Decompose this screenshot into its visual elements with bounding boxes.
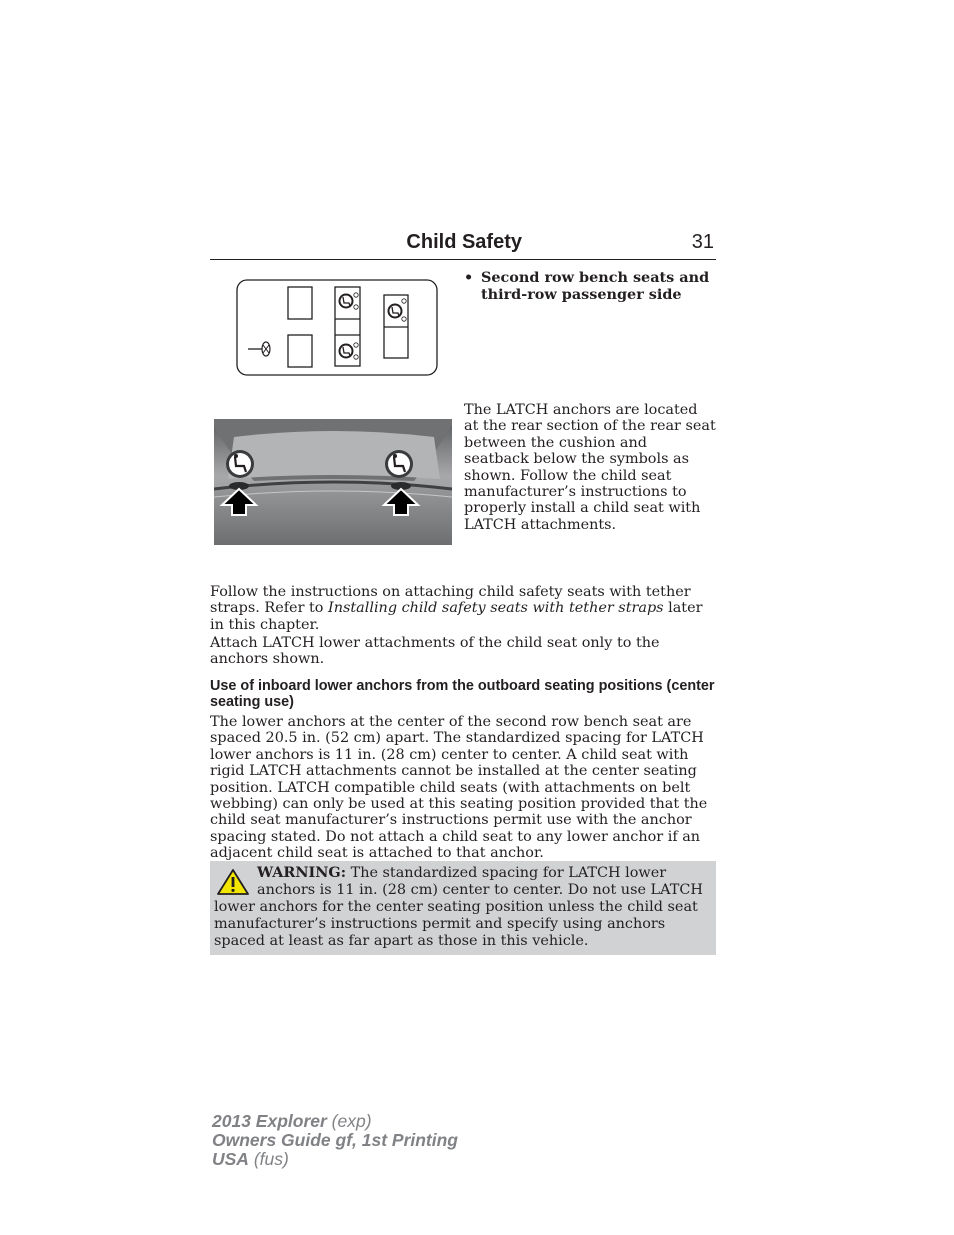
section-title: Child Safety — [406, 231, 522, 253]
footer-code: (exp) — [326, 1111, 372, 1131]
front-seat-passenger — [288, 287, 312, 319]
seating-diagram — [236, 279, 439, 377]
warning-content — [214, 864, 710, 950]
warning-box — [210, 861, 716, 955]
tether-instructions-paragraph — [210, 584, 716, 633]
latch-location-paragraph: The LATCH anchors are located at the rear section of the rear seat between the cushion and seatback below the symbols as shown. Follow the child seat manufacturer’s instructions to properly install a child seat with LATCH attachments. — [464, 402, 716, 533]
footer-code: (fus) — [248, 1149, 289, 1169]
footer-line — [212, 1112, 612, 1131]
warning-triangle-icon — [216, 868, 250, 896]
latch-attach-paragraph: Attach LATCH lower attachments of the child seat only to the anchors shown. — [210, 635, 660, 668]
latch-anchor-photo — [214, 419, 452, 545]
inboard-anchors-paragraph: The lower anchors at the center of the second row bench seat are spaced 20.5 in. (52 cm) apart. The standardized spacing for LATCH lower anchors is 11 in. (28 cm) center to center. A child seat with rigid LATCH attachments cannot be installed at the center seating position. LATCH compatible child seats (with attachments on belt webbing) can only be used at this seating position provided that the child seat manufacturer’s instructions permit use with the anchor spacing stated. Do not attach a child seat to any lower anchor if an adjacent child seat is attached to that anchor. — [210, 714, 708, 862]
page-number: 31 — [691, 231, 714, 253]
warning-text: The standardized spacing for LATCH lower anchors is 11 in. (28 cm) center to center. Do not use LATCH lower anchors for the center seating position unless the child seat manufacturer’s instructions permit and specify using anchors spaced at least as far apart as those in this vehicle. — [214, 865, 703, 949]
footer-model: 2013 Explorer — [212, 1111, 327, 1131]
paragraph-text: Follow the instructions on attaching child safety seats with tether straps. Refer to — [210, 584, 691, 617]
bullet-text: Second row bench seats and third-row passenger side — [481, 269, 710, 303]
section-subheading: Use of inboard lower anchors from the outboard seating positions (center seating use) — [210, 678, 715, 710]
paragraph-text: later in this chapter. — [210, 600, 703, 633]
footer-guide: Owners Guide gf, 1st Printing — [212, 1130, 458, 1150]
footer-line — [212, 1150, 612, 1169]
child-seat-symbol-icon — [385, 450, 413, 478]
bullet-item — [464, 269, 716, 303]
footer — [212, 1112, 612, 1169]
cross-reference: Installing child safety seats with tether straps — [328, 600, 664, 617]
header-divider — [210, 259, 716, 260]
bullet-dot: • — [464, 269, 474, 286]
warning-icon-slot — [214, 864, 257, 898]
footer-line — [212, 1131, 612, 1150]
front-seat-driver — [288, 335, 312, 367]
warning-label: WARNING: — [257, 864, 347, 881]
footer-market: USA — [212, 1149, 249, 1169]
child-seat-symbol-icon — [226, 450, 254, 478]
